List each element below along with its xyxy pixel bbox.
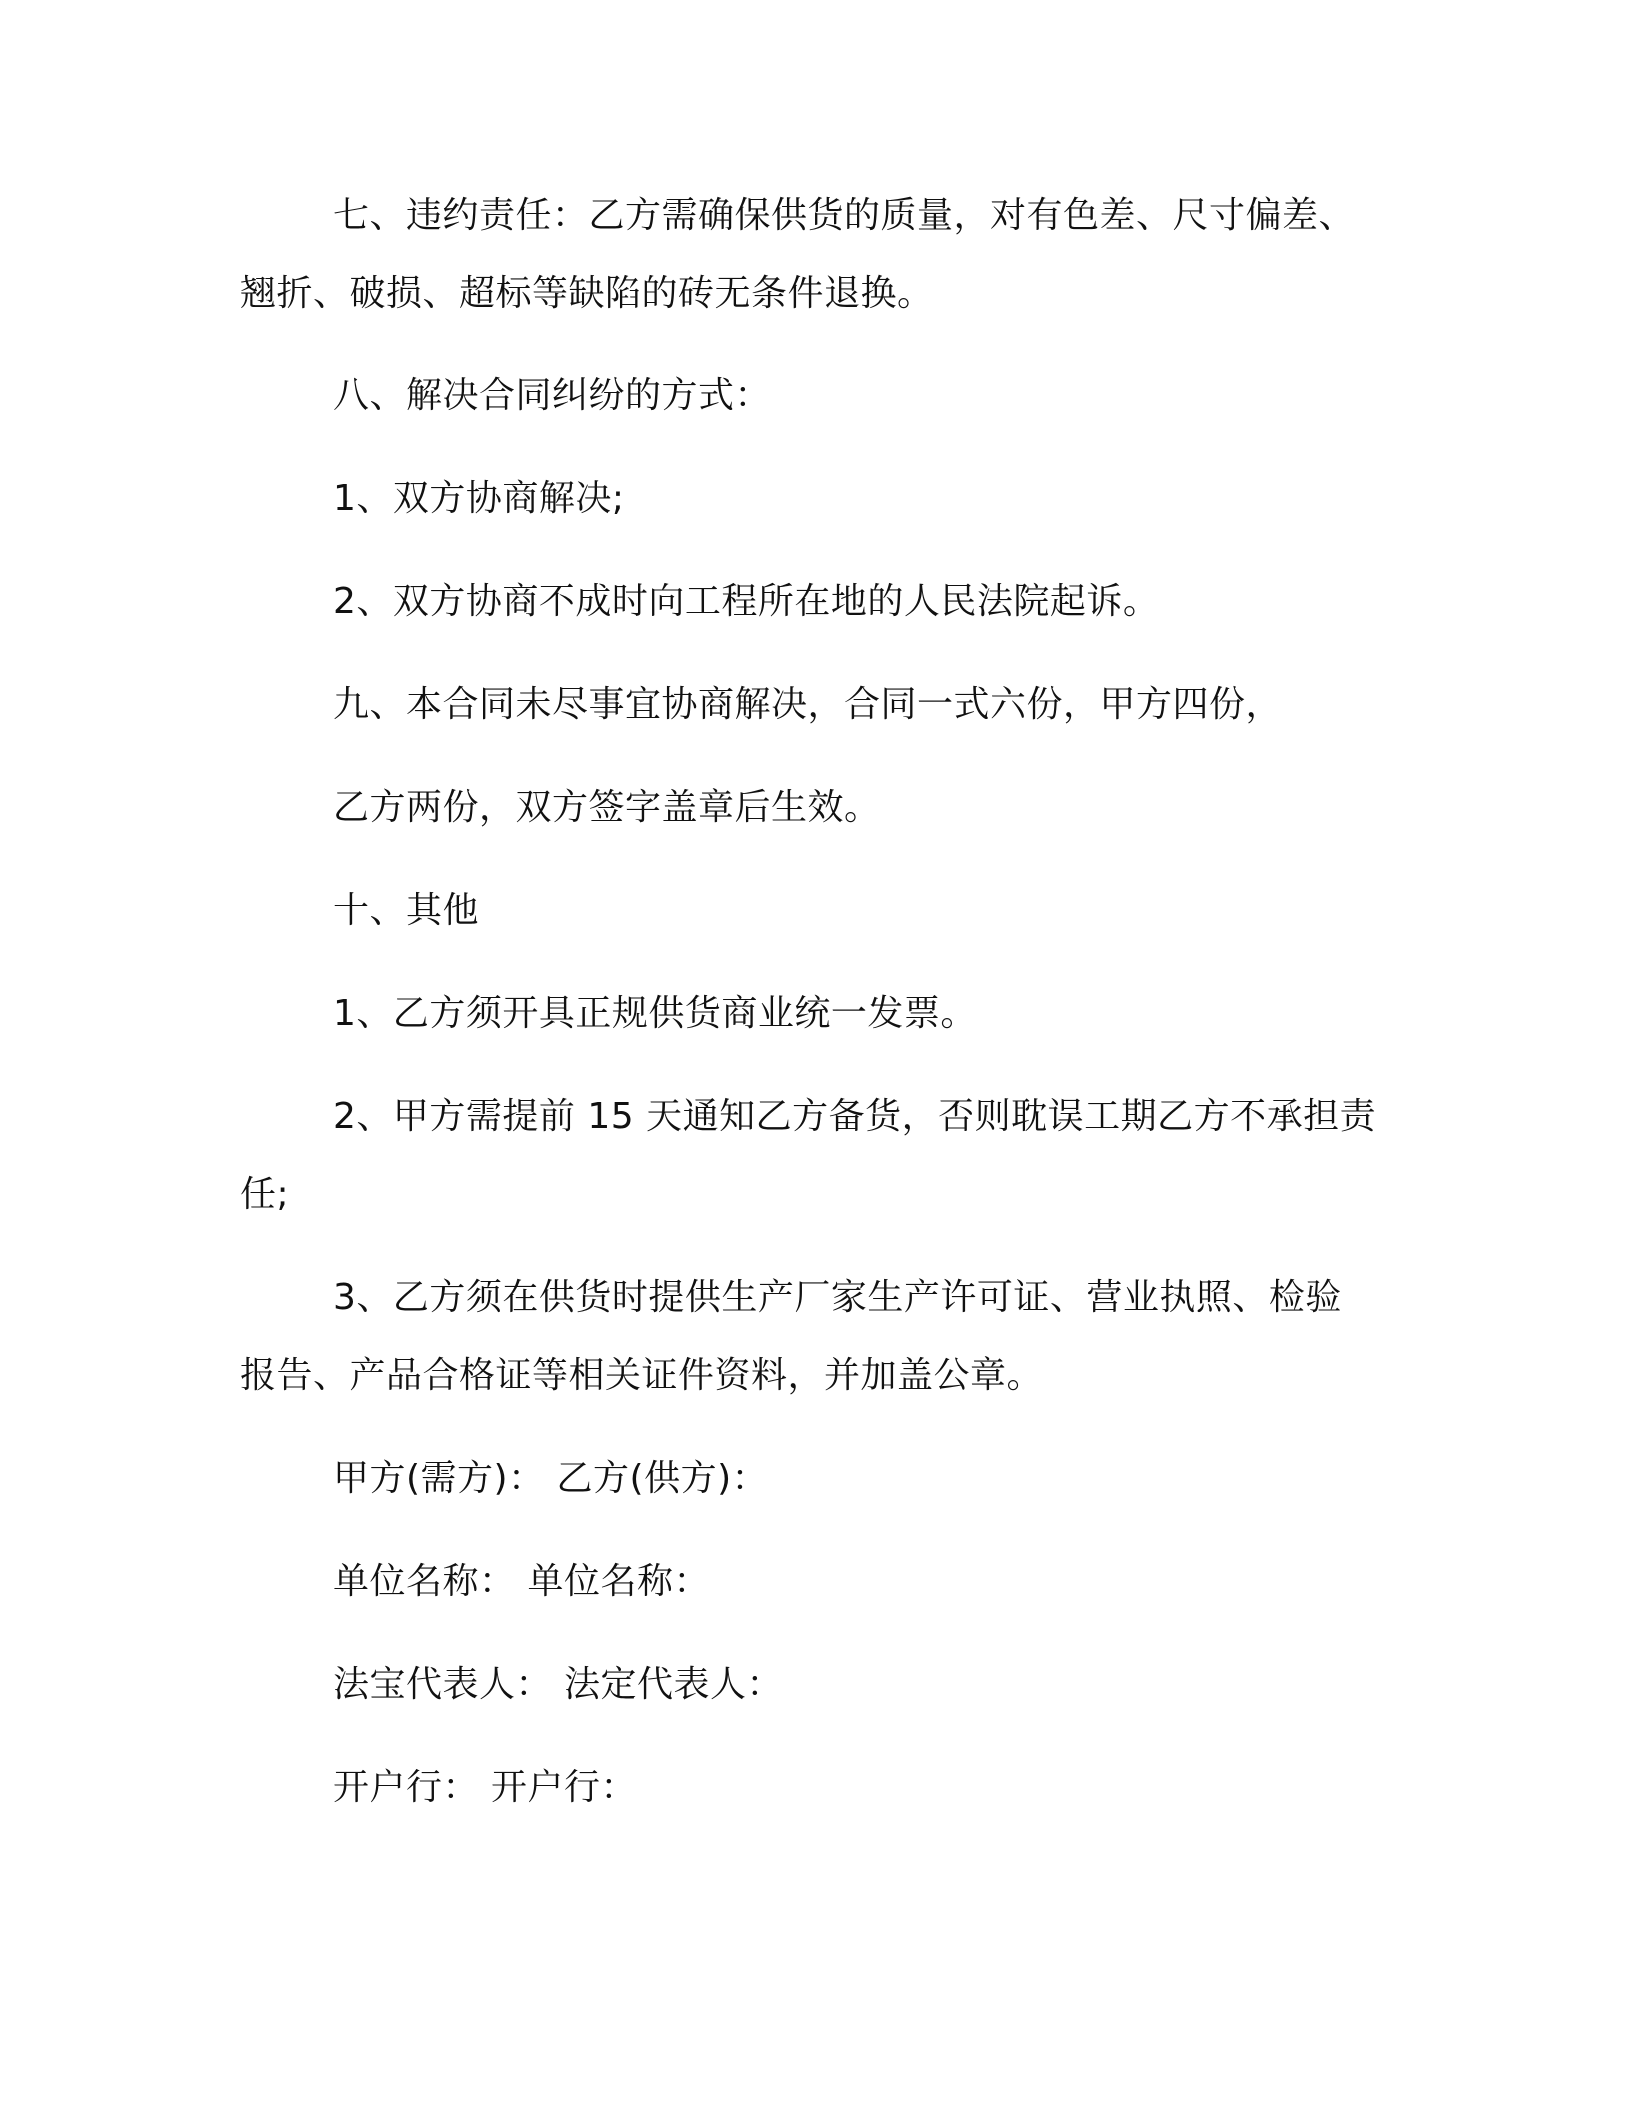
section-8-heading: 八、解决合同纠纷的方式： <box>333 375 772 416</box>
signature-unit-name: 单位名称： 单位名称： <box>333 1561 710 1602</box>
section-7-line-2: 翘折、破损、超标等缺陷的砖无条件退换。 <box>240 273 934 314</box>
section-9-line-1: 九、本合同未尽事宜协商解决，合同一式六份，甲方四份， <box>333 684 1283 725</box>
section-10-item-2-line-1: 2、甲方需提前 15 天通知乙方备货，否则耽误工期乙方不承担责 <box>333 1096 1377 1137</box>
section-10-item-3-line-1: 3、乙方须在供货时提供生产厂家生产许可证、营业执照、检验 <box>333 1277 1342 1318</box>
signature-legal-representative: 法宝代表人： 法定代表人： <box>333 1664 783 1705</box>
section-10-item-2-line-2: 任; <box>240 1174 290 1215</box>
section-8-item-2: 2、双方协商不成时向工程所在地的人民法院起诉。 <box>333 581 1160 622</box>
signature-parties: 甲方(需方)： 乙方(供方)： <box>333 1458 769 1499</box>
section-9-line-2: 乙方两份，双方签字盖章后生效。 <box>333 787 881 828</box>
section-10-item-1: 1、乙方须开具正规供货商业统一发票。 <box>333 993 977 1034</box>
section-8-item-1: 1、双方协商解决; <box>333 478 625 519</box>
section-7-line-1: 七、违约责任：乙方需确保供货的质量，对有色差、尺寸偏差、 <box>333 195 1356 236</box>
signature-bank: 开户行： 开户行： <box>333 1767 637 1808</box>
section-10-item-3-line-2: 报告、产品合格证等相关证件资料，并加盖公章。 <box>240 1355 1044 1396</box>
section-10-heading: 十、其他 <box>333 890 480 931</box>
